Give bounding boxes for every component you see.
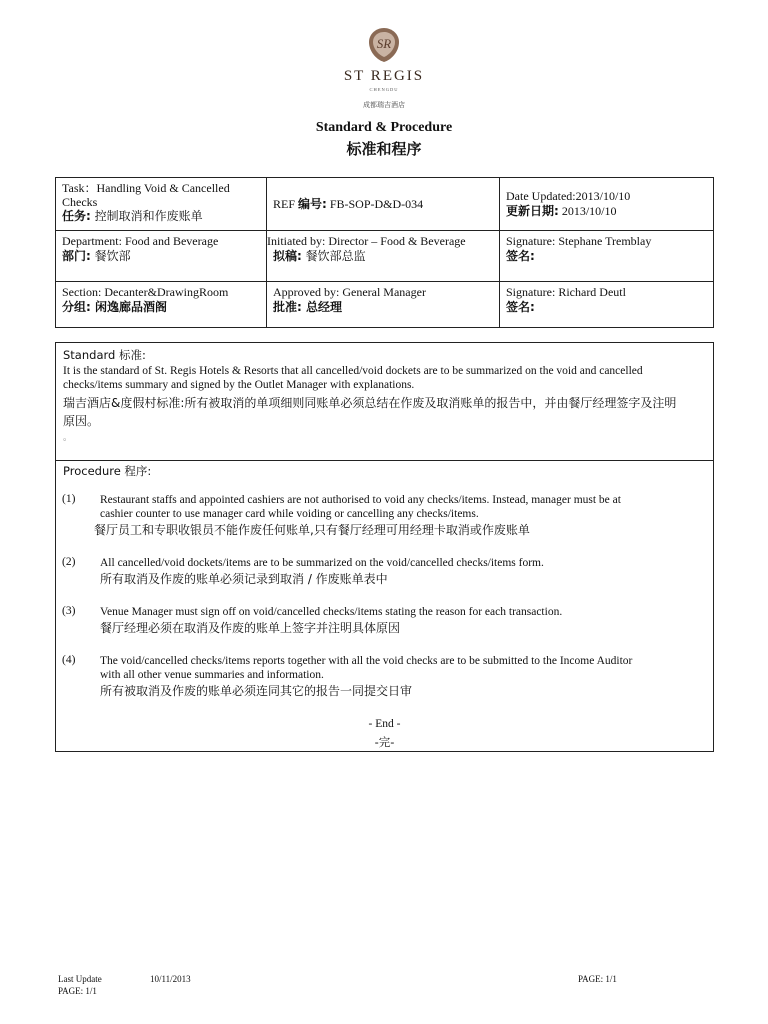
procedure-item-cn: 所有被取消及作废的账单必须连同其它的报告一同提交日审	[100, 684, 413, 698]
task-cn-label: 任务:	[62, 209, 91, 223]
standard-text-line-2: checks/items summary and signed by the Outlet Manager with explanations.	[63, 379, 415, 391]
footer-last-update-value: 10/11/2013	[150, 974, 191, 984]
end-marker-en: - End -	[368, 718, 401, 730]
signature-2-cn-label: 签名:	[506, 300, 535, 314]
procedure-heading: Procedure 程序:	[63, 464, 152, 478]
task-cell	[56, 178, 267, 231]
department-cell	[56, 231, 267, 282]
brand-name: ST REGIS	[343, 68, 425, 84]
standard-cn-line-2: 原因。	[63, 414, 100, 428]
approved-cn-label: 批准:	[273, 300, 302, 314]
procedure-item-number: (4)	[62, 654, 76, 666]
signature-1-cn-label: 签名:	[506, 249, 535, 263]
procedure-item-en-1: Venue Manager must sign off on void/cancelled checks/items stating the reason for each transaction.	[100, 606, 563, 618]
approved-en: Approved by: General Manager	[273, 285, 426, 299]
procedure-section	[55, 459, 714, 752]
svg-text:SR: SR	[376, 36, 392, 51]
approved-cell	[267, 282, 500, 328]
procedure-item-number: (2)	[62, 556, 76, 568]
section-cn-label: 分组:	[62, 300, 91, 314]
standard-heading: Standard 标准:	[63, 348, 146, 362]
procedure-item-number: (3)	[62, 605, 76, 617]
procedure-item-en-2: cashier counter to use manager card while voiding or cancelling any checks/items.	[100, 508, 479, 520]
initiated-cell	[267, 231, 500, 282]
header-table	[55, 177, 714, 328]
procedure-item-number: (1)	[62, 493, 76, 505]
task-cn: 控制取消和作废账单	[90, 209, 203, 223]
standard-section	[55, 342, 714, 461]
department-en: Department: Food and Beverage	[62, 234, 219, 248]
standard-mark: 。	[63, 432, 73, 442]
initiated-en: Initiated by: Director – Food & Beverage	[267, 234, 466, 248]
task-en: Task：Handling Void & Cancelled Checks	[62, 181, 230, 209]
footer-page-right: PAGE: 1/1	[578, 974, 617, 984]
date-en: Date Updated:2013/10/10	[506, 189, 631, 203]
procedure-item-cn: 所有取消及作废的账单必须记录到取消 / 作废账单表中	[100, 572, 388, 586]
brand-cn: 成都瑞吉酒店	[363, 101, 405, 109]
doc-title-cn: 标准和程序	[346, 140, 422, 158]
end-marker-cn: -完-	[374, 735, 395, 749]
department-cn-label: 部门:	[62, 249, 91, 263]
signature-2-cell	[500, 282, 714, 328]
signature-1-en: Signature: Stephane Tremblay	[506, 234, 652, 248]
signature-2-en: Signature: Richard Deutl	[506, 285, 626, 299]
section-cell	[56, 282, 267, 328]
procedure-item-cn: 餐厅经理必须在取消及作废的账单上签字并注明具体原因	[100, 621, 401, 635]
initiated-cn: 餐饮部总监	[301, 249, 366, 263]
ref-cell	[267, 178, 500, 231]
footer-page-left: PAGE: 1/1	[58, 986, 97, 996]
approved-cn: 总经理	[301, 300, 342, 314]
procedure-item-en-1: The void/cancelled checks/items reports together with all the void checks are to be submitted to the Income Auditor	[100, 655, 633, 667]
brand-city: CHENGDU	[369, 87, 399, 92]
date-cell	[500, 178, 714, 231]
date-cn-value: 2013/10/10	[558, 204, 617, 218]
procedure-item-cn: 餐厅员工和专职收银员不能作废任何账单,只有餐厅经理可用经理卡取消或作废账单	[94, 523, 530, 537]
st-regis-crest-logo	[366, 26, 402, 64]
procedure-item-en-1: All cancelled/void dockets/items are to be summarized on the void/cancelled checks/items form.	[100, 557, 544, 569]
section-cn: 闲逸廊品酒阁	[90, 300, 167, 314]
standard-text-line-1: It is the standard of St. Regis Hotels & Resorts that all cancelled/void dockets are to be summarized on the void and cancelled	[63, 365, 643, 377]
ref-label: REF	[273, 196, 299, 211]
procedure-item-en-1: Restaurant staffs and appointed cashiers are not authorised to void any checks/items. Instead, manager must be at	[100, 494, 621, 506]
initiated-cn-label: 拟稿:	[273, 249, 302, 263]
doc-title-en: Standard & Procedure	[315, 120, 453, 135]
signature-1-cell	[500, 231, 714, 282]
procedure-item-en-2: with all other venue summaries and information.	[100, 669, 324, 681]
ref-cn-label: 编号:	[298, 196, 327, 211]
standard-cn-line-1: 瑞吉酒店&度假村标准:所有被取消的单项细则同账单必须总结在作废及取消账单的报告中，并由餐厅经理签字及注明	[63, 396, 677, 410]
date-cn-label: 更新日期:	[506, 204, 559, 218]
section-en: Section: Decanter&DrawingRoom	[62, 285, 229, 299]
ref-value: FB-SOP-D&D-034	[326, 196, 424, 211]
department-cn: 餐饮部	[90, 249, 131, 263]
footer-last-update-label: Last Update	[58, 974, 102, 984]
